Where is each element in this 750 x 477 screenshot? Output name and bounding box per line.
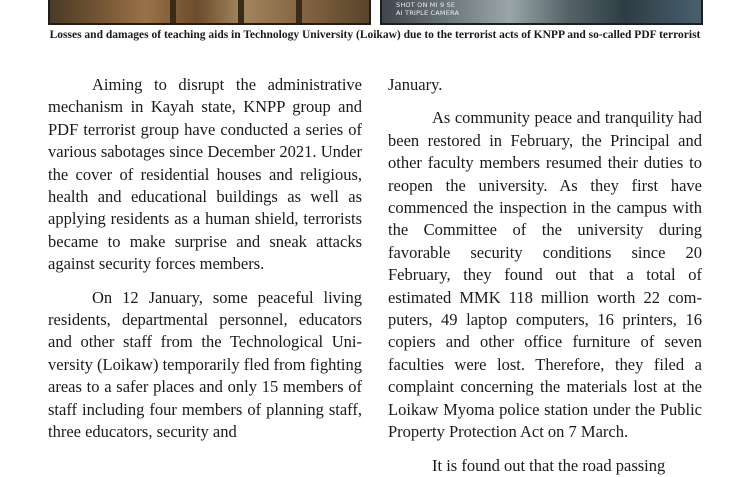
teaching-aids-photo-left xyxy=(48,0,371,25)
watermark-line-1: SHOT ON MI 9 SE xyxy=(396,1,456,9)
article-column-left xyxy=(48,74,362,444)
paragraph: On 12 January, some peaceful living residents, departmental personnel, educators and other staff from the Technological University (Loikaw) temporarily fled from fighting areas to a safer places and only 15 members of staff including four members of planning staff, three educators, security and xyxy=(48,287,362,442)
paragraph: As community peace and tranquility had been restored in February, the Principal and other faculty members resumed their duties to reopen the university. As they first have commenced the inspection in the campus with the Committee of the university during favorable security conditions since 20 February, they found out that a total of estimated MMK 118 million worth 22 computers, 49 laptop computers, 16 printers, 16 copiers and other office furniture of seven faculties were lost. Therefore, they filed a complaint concerning the materials lost at the Loikaw Myoma police station under the Public Property Protection Act on 7 March. xyxy=(388,108,702,442)
paragraph: It is found out that the road passing xyxy=(432,455,666,475)
article-column-right xyxy=(388,74,702,477)
paragraph: January. xyxy=(388,75,443,94)
paragraph: Aiming to disrupt the administrative mechanism in Kayah state, KNPP group and PDF terrorist group have conducted a series of various sabotages since December 2021. Under the cover of residential houses and religious, health and educational buildings as well as applying residents as a human shield, terrorists became to make surprise and sneak attacks against security forces members. xyxy=(48,75,362,274)
watermark-line-2: AI TRIPLE CAMERA xyxy=(396,9,460,17)
teaching-aids-photo-right xyxy=(380,0,703,25)
camera-watermark xyxy=(396,1,459,17)
photo-caption: Losses and damages of teaching aids in Technology University (Loikaw) due to the terrorist acts of KNPP and so-called PDF terrorist xyxy=(49,29,701,41)
